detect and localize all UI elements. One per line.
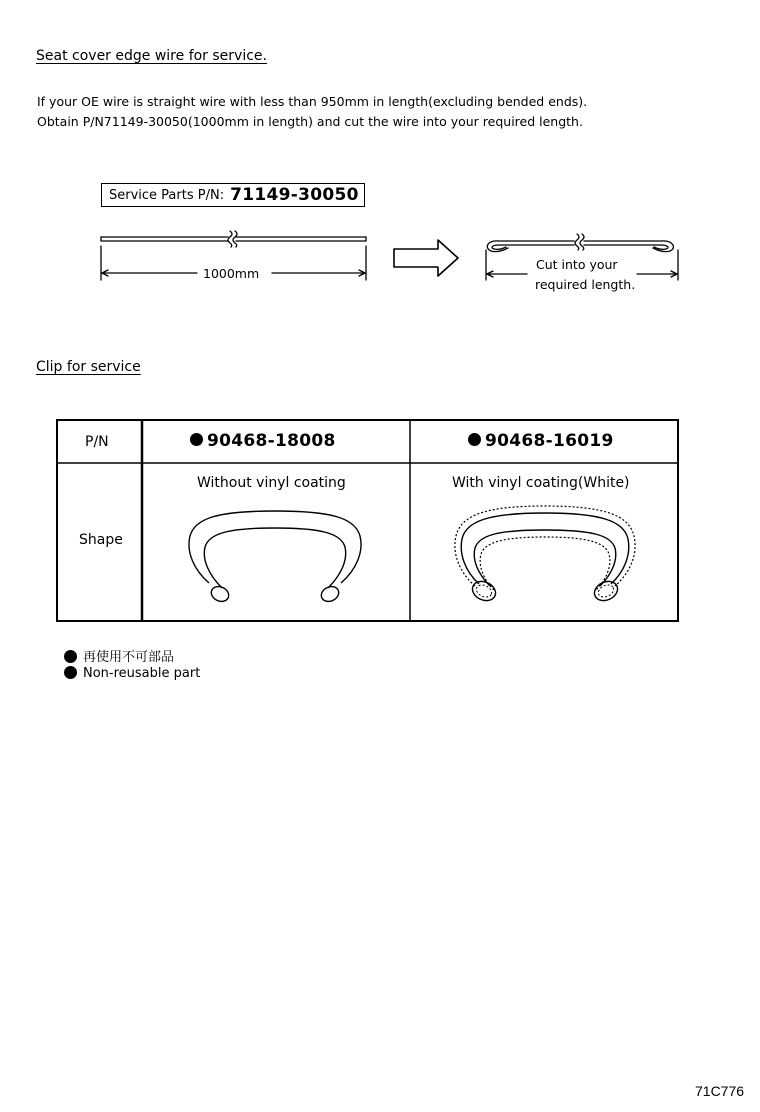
table-header-shape: Shape: [79, 532, 123, 548]
bent-wire-drawing: [487, 234, 673, 252]
arrow-right-icon: [394, 240, 458, 276]
length-label: 1000mm: [203, 266, 260, 281]
non-reusable-dot-icon: [190, 433, 203, 446]
wire-section-heading: Seat cover edge wire for service.: [36, 48, 267, 64]
part-number-cell-2: [468, 431, 614, 451]
non-reusable-dot-icon: [64, 650, 77, 663]
cut-label-line-2: required length.: [535, 277, 636, 292]
part-number-2: 90468-16019: [485, 431, 614, 451]
table-header-pn: P/N: [85, 434, 109, 450]
cut-label-line-1: Cut into your: [536, 257, 618, 272]
clip-description-1: Without vinyl coating: [197, 475, 346, 491]
wire-instruction-line-1: If your OE wire is straight wire with less than 950mm in length(excluding bended ends).: [37, 94, 588, 109]
wire-instruction-line-2: Obtain P/N71149-30050(1000mm in length) and cut the wire into your required length.: [37, 114, 583, 129]
legend-japanese-text: 再使用不可部品: [83, 650, 175, 665]
part-number-cell-1: [190, 431, 336, 451]
legend-japanese: [64, 646, 174, 665]
clip-section-heading: Clip for service: [36, 359, 141, 375]
service-parts-number: 71149-30050: [230, 185, 359, 205]
straight-wire-drawing: [101, 231, 366, 247]
figure-code: 71C776: [695, 1083, 745, 1099]
non-reusable-dot-icon: [64, 666, 77, 679]
legend-english-text: Non-reusable part: [83, 666, 201, 681]
clip-description-2: With vinyl coating(White): [452, 475, 630, 491]
part-number-1: 90468-18008: [207, 431, 336, 451]
non-reusable-dot-icon: [468, 433, 481, 446]
clip-coated-drawing: [455, 506, 635, 604]
legend-english: [64, 666, 200, 681]
clip-plain-drawing: [189, 511, 361, 604]
service-parts-label: Service Parts P/N:: [109, 187, 225, 203]
